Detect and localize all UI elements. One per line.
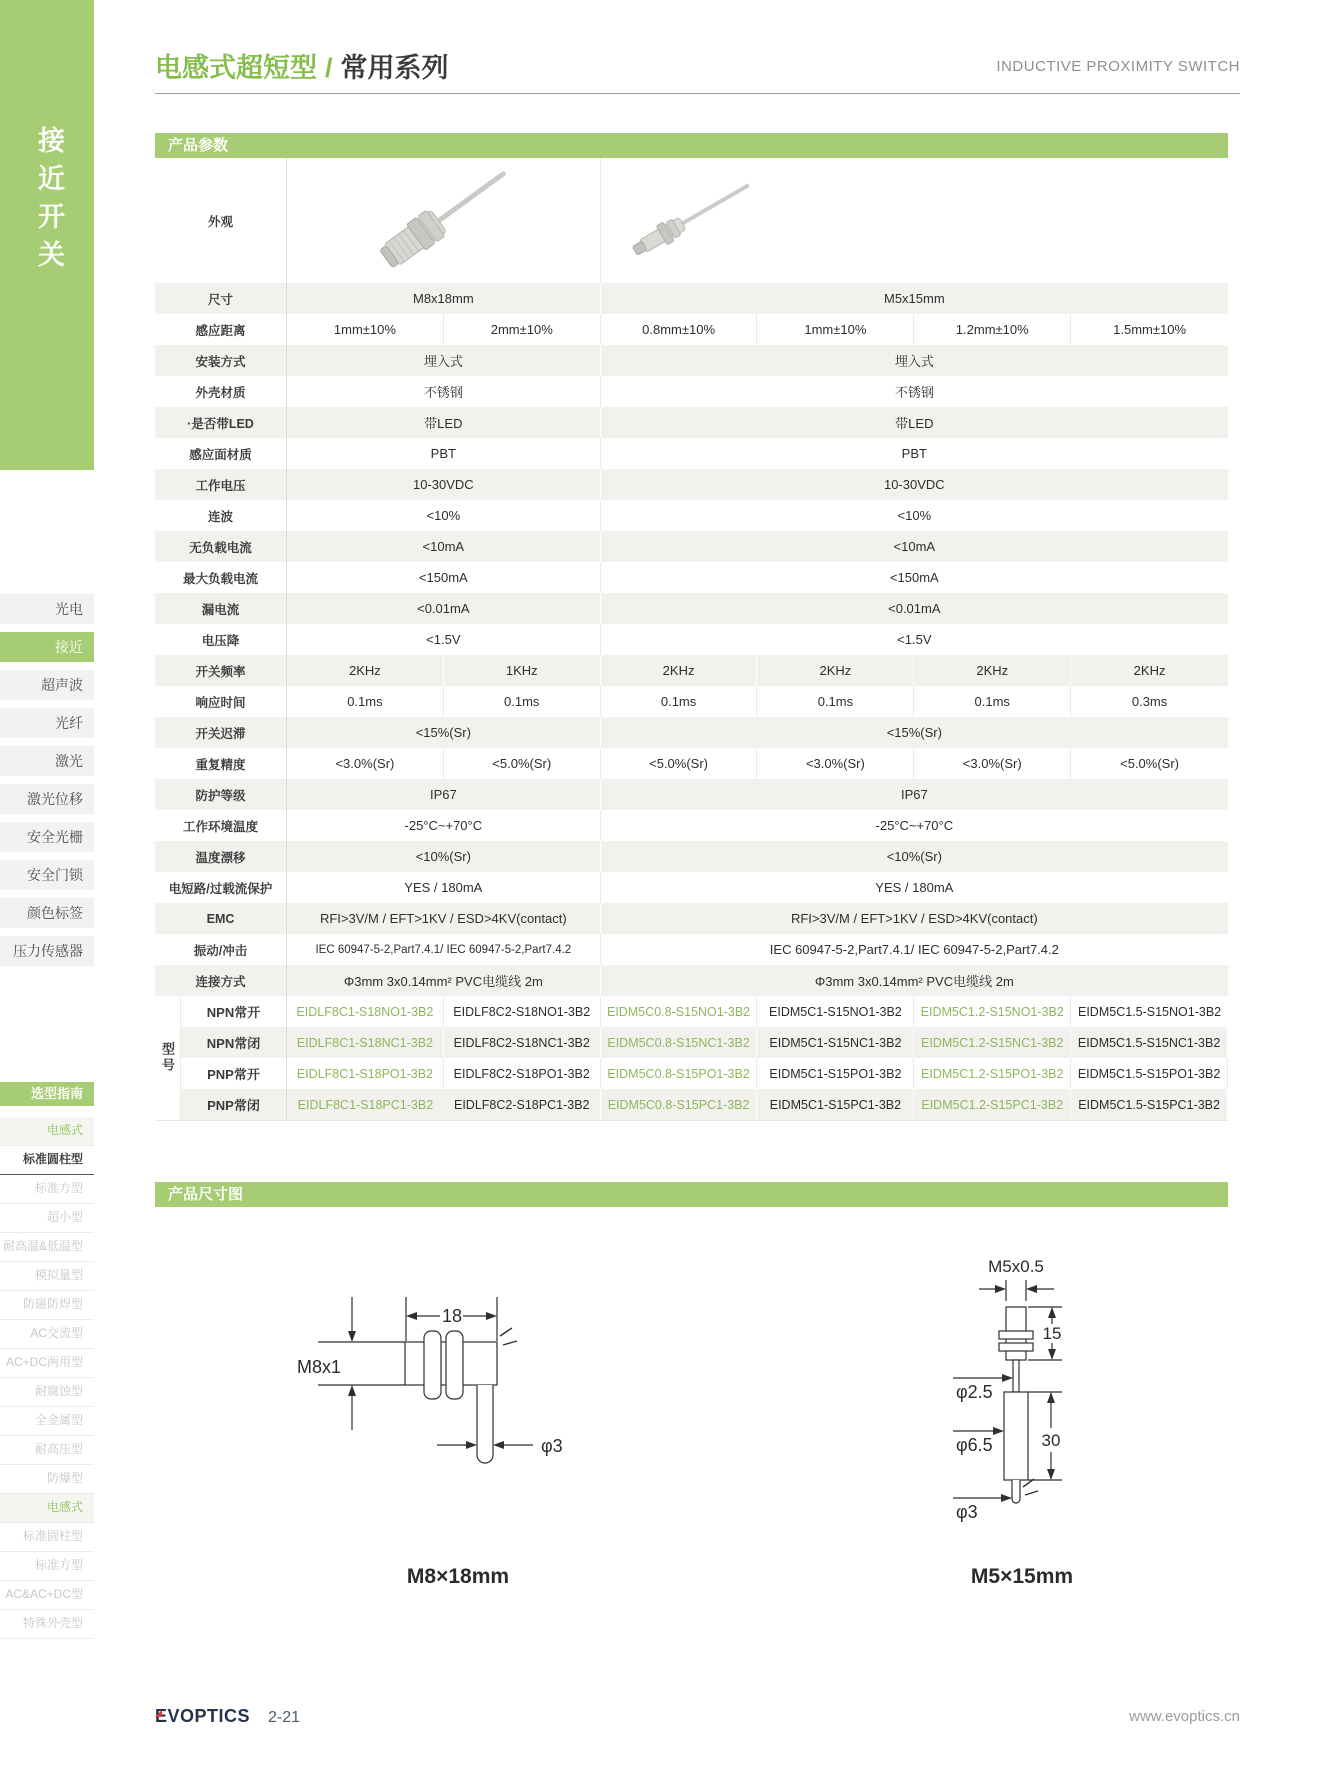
guide-item[interactable]: AC&AC+DC型 bbox=[0, 1581, 94, 1610]
model-number: EIDM5C1.5-S15NO1-3B2 bbox=[1071, 996, 1228, 1027]
spec-cell: <10% bbox=[287, 500, 601, 531]
spec-cell: 埋入式 bbox=[287, 345, 601, 376]
spec-row bbox=[155, 500, 1228, 531]
model-number: EIDM5C1-S15NC1-3B2 bbox=[757, 1027, 914, 1058]
model-number-block bbox=[155, 996, 1228, 1121]
model-number: EIDM5C1-S15NO1-3B2 bbox=[757, 996, 914, 1027]
spec-cell: 带LED bbox=[895, 416, 934, 431]
model-number: EIDLF8C1-S18PO1-3B2 bbox=[287, 1058, 444, 1089]
dim-label-m8-width: 18 bbox=[441, 1306, 463, 1326]
category-tab-label: 接近开关 bbox=[34, 126, 64, 278]
model-row-label: PNP常闭 bbox=[181, 1089, 287, 1120]
spec-row-label: 安装方式 bbox=[155, 345, 287, 376]
m5-product-image bbox=[604, 171, 784, 271]
spec-table bbox=[155, 158, 1228, 1121]
spec-cell: M8x18mm bbox=[287, 283, 601, 314]
spec-cell: 2KHz bbox=[287, 655, 444, 686]
model-number: EIDM5C1-S15PC1-3B2 bbox=[757, 1089, 914, 1120]
spec-cell: 0.8mm±10% bbox=[601, 314, 758, 345]
guide-item[interactable]: 特殊外壳型 bbox=[0, 1610, 94, 1639]
spec-cell: 2KHz bbox=[914, 655, 1071, 686]
spec-cell: IP67 bbox=[287, 779, 601, 810]
spec-row bbox=[155, 717, 1228, 748]
spec-row bbox=[155, 407, 1228, 438]
guide-item[interactable]: 耐高压型 bbox=[0, 1436, 94, 1465]
spec-cell: 1.5mm±10% bbox=[1113, 322, 1187, 337]
spec-cell: 2KHz bbox=[757, 655, 914, 686]
page-number: 2-21 bbox=[268, 1709, 301, 1726]
spec-cell: 埋入式 bbox=[894, 354, 934, 369]
spec-row bbox=[155, 624, 1228, 655]
spec-row bbox=[155, 686, 1228, 717]
spec-row bbox=[155, 593, 1228, 624]
sidebar-category[interactable]: 激光 bbox=[0, 746, 94, 776]
spec-row bbox=[155, 841, 1228, 872]
spec-cell: 0.1ms bbox=[914, 686, 1071, 717]
spec-cell: 0.3ms bbox=[1131, 694, 1168, 709]
model-number: EIDLF8C2-S18PC1-3B2 bbox=[444, 1089, 601, 1120]
page-title-english: INDUCTIVE PROXIMITY SWITCH bbox=[996, 58, 1240, 75]
guide-item[interactable]: 电感式 bbox=[0, 1117, 94, 1146]
spec-cell: -25°C~+70°C bbox=[287, 810, 601, 841]
sidebar-category[interactable]: 压力传感器 bbox=[0, 936, 94, 966]
m5-caption: M5×15mm bbox=[970, 1565, 1074, 1588]
guide-item[interactable]: 超小型 bbox=[0, 1204, 94, 1233]
spec-cell: <15%(Sr) bbox=[886, 725, 942, 740]
spec-row-label: 感应距离 bbox=[155, 314, 287, 345]
guide-item[interactable]: 耐高温&低温型 bbox=[0, 1233, 94, 1262]
model-number: EIDM5C1.5-S15PO1-3B2 bbox=[1071, 1058, 1228, 1089]
guide-item[interactable]: 模拟量型 bbox=[0, 1262, 94, 1291]
model-number: EIDM5C1.2-S15PC1-3B2 bbox=[914, 1089, 1071, 1120]
spec-cell: <10mA bbox=[893, 539, 936, 554]
guide-item[interactable]: 电感式 bbox=[0, 1494, 94, 1523]
model-number: EIDM5C1.2-S15PO1-3B2 bbox=[914, 1058, 1071, 1089]
model-number: EIDLF8C1-S18NO1-3B2 bbox=[287, 996, 444, 1027]
model-number: EIDLF8C2-S18PO1-3B2 bbox=[444, 1058, 601, 1089]
dim-label-m5-tip: φ3 bbox=[956, 1502, 978, 1522]
model-number: EIDLF8C1-S18PC1-3B2 bbox=[287, 1089, 444, 1120]
spec-cell: PBT bbox=[287, 438, 601, 469]
spec-cell: <1.5V bbox=[897, 632, 932, 647]
section-banner-dimensions: 产品尺寸图 bbox=[155, 1182, 1228, 1207]
spec-cell: <10% bbox=[897, 508, 932, 523]
guide-item[interactable]: 耐腐蚀型 bbox=[0, 1378, 94, 1407]
guide-item[interactable]: AC交流型 bbox=[0, 1320, 94, 1349]
guide-item[interactable]: 防磁防焊型 bbox=[0, 1291, 94, 1320]
spec-cell: <3.0%(Sr) bbox=[914, 748, 1071, 779]
spec-row bbox=[155, 655, 1228, 686]
spec-cell: 带LED bbox=[287, 407, 601, 438]
spec-cell: <5.0%(Sr) bbox=[444, 748, 601, 779]
spec-row-label: 开关迟滞 bbox=[155, 717, 287, 748]
model-number: EIDM5C1.5-S15PC1-3B2 bbox=[1071, 1089, 1228, 1120]
spec-row-label: 漏电流 bbox=[155, 593, 287, 624]
spec-cell: Φ3mm 3x0.14mm² PVC电缆线 2m bbox=[814, 974, 1014, 989]
spec-row bbox=[155, 779, 1228, 810]
model-number: EIDM5C0.8-S15NO1-3B2 bbox=[601, 996, 758, 1027]
model-group-label: 型号 bbox=[155, 996, 181, 1120]
spec-cell: <0.01mA bbox=[888, 601, 941, 616]
section-banner-parameters: 产品参数 bbox=[155, 133, 1228, 158]
spec-cell: RFI>3V/M / EFT>1KV / ESD>4KV(contact) bbox=[287, 903, 601, 934]
spec-row bbox=[155, 965, 1228, 996]
selection-guide-title: 选型指南 bbox=[0, 1082, 94, 1106]
spec-row-label: 外观 bbox=[155, 158, 287, 283]
spec-cell: <3.0%(Sr) bbox=[757, 748, 914, 779]
spec-cell: 0.1ms bbox=[757, 686, 914, 717]
spec-cell: IEC 60947-5-2,Part7.4.1/ IEC 60947-5-2,Part7.4.2 bbox=[287, 934, 601, 965]
model-number: EIDM5C1-S15PO1-3B2 bbox=[757, 1058, 914, 1089]
model-number: EIDM5C0.8-S15PC1-3B2 bbox=[601, 1089, 758, 1120]
dim-label-m5-body-length: 30 bbox=[1041, 1431, 1061, 1450]
sidebar-category[interactable]: 光电 bbox=[0, 594, 94, 624]
spec-cell: <150mA bbox=[287, 562, 601, 593]
spec-row-label: 最大负载电流 bbox=[155, 562, 287, 593]
guide-item[interactable]: 标准方型 bbox=[0, 1175, 94, 1204]
model-number: EIDM5C0.8-S15NC1-3B2 bbox=[601, 1027, 758, 1058]
guide-item[interactable]: 标准方型 bbox=[0, 1552, 94, 1581]
spec-row bbox=[155, 562, 1228, 593]
spec-row-label: 振动/冲击 bbox=[155, 934, 287, 965]
spec-cell: 0.1ms bbox=[601, 686, 758, 717]
spec-cell: M5x15mm bbox=[883, 291, 945, 306]
appearance-row bbox=[155, 158, 1228, 283]
spec-cell: 10-30VDC bbox=[287, 469, 601, 500]
spec-row bbox=[155, 376, 1228, 407]
spec-row-label: 无负载电流 bbox=[155, 531, 287, 562]
spec-row bbox=[155, 531, 1228, 562]
page-title bbox=[155, 46, 449, 85]
sidebar-category[interactable]: 光纤 bbox=[0, 708, 94, 738]
guide-item[interactable]: 全金属型 bbox=[0, 1407, 94, 1436]
spec-row bbox=[155, 314, 1228, 345]
model-row-label: NPN常开 bbox=[181, 996, 287, 1027]
model-number: EIDLF8C1-S18NC1-3B2 bbox=[287, 1027, 444, 1058]
sidebar-category[interactable]: 接近 bbox=[0, 632, 94, 662]
spec-row-label: 电短路/过载流保护 bbox=[155, 872, 287, 903]
spec-row-label: 温度漂移 bbox=[155, 841, 287, 872]
header-divider bbox=[155, 93, 1240, 94]
sidebar-category[interactable]: 激光位移 bbox=[0, 784, 94, 814]
spec-cell: 不锈钢 bbox=[287, 376, 601, 407]
spec-cell: <3.0%(Sr) bbox=[287, 748, 444, 779]
dim-label-m5-cable: φ2.5 bbox=[956, 1382, 993, 1402]
spec-cell: YES / 180mA bbox=[287, 872, 601, 903]
product-photo-m8-cell bbox=[287, 158, 601, 283]
m8-dimension-drawing bbox=[318, 1297, 533, 1463]
dimension-drawings bbox=[155, 1230, 1273, 1600]
spec-row-label: 防护等级 bbox=[155, 779, 287, 810]
model-row-label: NPN常闭 bbox=[181, 1027, 287, 1058]
spec-row-label: 工作电压 bbox=[155, 469, 287, 500]
page-title-divider: / bbox=[325, 53, 333, 83]
website-url: www.evoptics.cn bbox=[1129, 1708, 1240, 1725]
spec-cell: <15%(Sr) bbox=[287, 717, 601, 748]
spec-row bbox=[155, 438, 1228, 469]
guide-item[interactable]: 防爆型 bbox=[0, 1465, 94, 1494]
spec-cell: 2KHz bbox=[1133, 663, 1166, 678]
model-number: EIDM5C0.8-S15PO1-3B2 bbox=[601, 1058, 758, 1089]
dim-label-m5-body: φ6.5 bbox=[956, 1435, 993, 1455]
spec-cell: <5.0%(Sr) bbox=[1120, 756, 1180, 771]
spec-cell: <5.0%(Sr) bbox=[601, 748, 758, 779]
sidebar-category[interactable]: 超声波 bbox=[0, 670, 94, 700]
product-photo-m5-cell bbox=[601, 158, 1228, 283]
dim-label-m5-length: 15 bbox=[1042, 1324, 1062, 1343]
sidebar-category[interactable]: 安全光栅 bbox=[0, 822, 94, 852]
model-number: EIDLF8C2-S18NO1-3B2 bbox=[444, 996, 601, 1027]
spec-cell: PBT bbox=[901, 446, 927, 461]
sidebar-category[interactable]: 安全门锁 bbox=[0, 860, 94, 890]
spec-cell: <10%(Sr) bbox=[287, 841, 601, 872]
guide-item[interactable]: 标准圆柱型 bbox=[0, 1523, 94, 1552]
guide-item[interactable]: AC+DC两用型 bbox=[0, 1349, 94, 1378]
m8-caption: M8×18mm bbox=[406, 1565, 510, 1588]
page-title-main: 电感式超短型 bbox=[155, 53, 317, 83]
spec-row-label: 重复精度 bbox=[155, 748, 287, 779]
dim-label-m5-thread: M5x0.5 bbox=[988, 1257, 1044, 1276]
spec-cell: <1.5V bbox=[287, 624, 601, 655]
m8-product-image bbox=[353, 165, 533, 277]
spec-cell: -25°C~+70°C bbox=[875, 818, 954, 833]
spec-cell: 10-30VDC bbox=[883, 477, 945, 492]
spec-row-label: ·是否带LED bbox=[155, 407, 287, 438]
brand-logo-text: EVOPTICS bbox=[155, 1706, 251, 1726]
spec-row bbox=[155, 903, 1228, 934]
spec-cell: <10mA bbox=[287, 531, 601, 562]
spec-cell: YES / 180mA bbox=[875, 880, 954, 895]
sidebar-category-nav bbox=[0, 594, 94, 974]
spec-cell: <10%(Sr) bbox=[886, 849, 942, 864]
spec-row bbox=[155, 345, 1228, 376]
spec-cell: 2KHz bbox=[601, 655, 758, 686]
spec-cell: 1.2mm±10% bbox=[914, 314, 1071, 345]
spec-cell: 0.1ms bbox=[444, 686, 601, 717]
spec-row-label: 电压降 bbox=[155, 624, 287, 655]
spec-row-label: 连波 bbox=[155, 500, 287, 531]
spec-cell: <150mA bbox=[889, 570, 939, 585]
spec-cell: RFI>3V/M / EFT>1KV / ESD>4KV(contact) bbox=[790, 911, 1038, 926]
guide-item[interactable]: 标准圆柱型 bbox=[0, 1146, 94, 1175]
model-number: EIDM5C1.2-S15NO1-3B2 bbox=[914, 996, 1071, 1027]
sidebar-category[interactable]: 颜色标签 bbox=[0, 898, 94, 928]
spec-cell: 1mm±10% bbox=[757, 314, 914, 345]
spec-row bbox=[155, 748, 1228, 779]
spec-row bbox=[155, 934, 1228, 965]
spec-row-label: 响应时间 bbox=[155, 686, 287, 717]
model-number: EIDM5C1.2-S15NC1-3B2 bbox=[914, 1027, 1071, 1058]
spec-row bbox=[155, 810, 1228, 841]
dim-label-m8-thread: M8x1 bbox=[296, 1357, 342, 1377]
model-row-label: PNP常开 bbox=[181, 1058, 287, 1089]
spec-cell: 2mm±10% bbox=[444, 314, 601, 345]
spec-cell: <0.01mA bbox=[287, 593, 601, 624]
spec-row-label: 感应面材质 bbox=[155, 438, 287, 469]
spec-cell: 0.1ms bbox=[287, 686, 444, 717]
spec-row-label: 工作环境温度 bbox=[155, 810, 287, 841]
dim-label-m8-cable: φ3 bbox=[541, 1436, 563, 1456]
spec-row bbox=[155, 283, 1228, 314]
spec-cell: IEC 60947-5-2,Part7.4.1/ IEC 60947-5-2,Part7.4.2 bbox=[769, 942, 1059, 957]
spec-row bbox=[155, 872, 1228, 903]
category-tab-proximity bbox=[0, 0, 94, 470]
spec-row-label: 外壳材质 bbox=[155, 376, 287, 407]
spec-cell: Φ3mm 3x0.14mm² PVC电缆线 2m bbox=[287, 965, 601, 996]
spec-row-label: 连接方式 bbox=[155, 965, 287, 996]
page-title-series: 常用系列 bbox=[340, 53, 449, 83]
selection-guide-nav bbox=[0, 1117, 94, 1639]
model-number: EIDM5C1.5-S15NC1-3B2 bbox=[1071, 1027, 1228, 1058]
model-number: EIDLF8C2-S18NC1-3B2 bbox=[444, 1027, 601, 1058]
spec-row bbox=[155, 469, 1228, 500]
spec-cell: IP67 bbox=[900, 787, 928, 802]
spec-cell: 1mm±10% bbox=[287, 314, 444, 345]
spec-row-label: EMC bbox=[155, 903, 287, 934]
spec-cell: 1KHz bbox=[444, 655, 601, 686]
spec-row-label: 尺寸 bbox=[155, 283, 287, 314]
spec-row-label: 开关频率 bbox=[155, 655, 287, 686]
spec-cell: 不锈钢 bbox=[894, 385, 934, 400]
